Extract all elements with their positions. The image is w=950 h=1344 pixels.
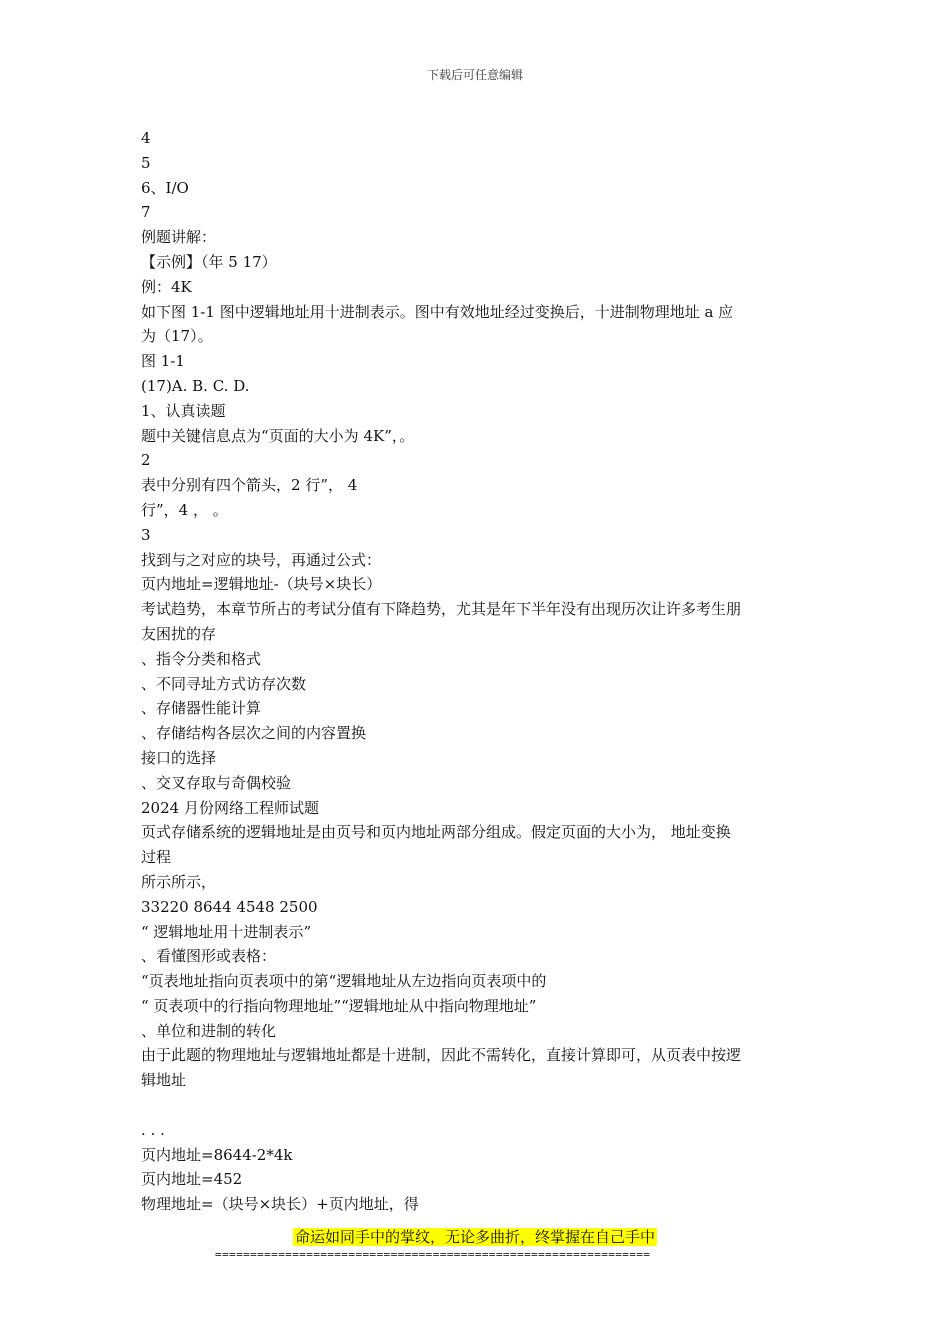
text-line: 2 (141, 451, 151, 470)
text-line: (17)A. B. C. D. (141, 376, 250, 395)
footer-motto: 命运如同手中的掌纹，无论多曲折，终掌握在自己手中 (294, 1228, 655, 1246)
text-line: 页内地址=8644-2*4k (141, 1145, 293, 1164)
text-line: 例：4K (141, 277, 192, 296)
text-line: 7 (141, 203, 151, 222)
text-line: 、指令分类和格式 (141, 649, 262, 668)
text-line: 由于此题的物理地址与逻辑地址都是十进制，因此不需转化，直接计算即可，从页表中按逻 (141, 1046, 742, 1065)
footer (0, 1226, 950, 1248)
page-header: 下载后可任意编辑 (426, 68, 523, 82)
text-line: 表中分别有四个箭头，2 行”， 4 (141, 476, 358, 495)
text-line: “页表地址指向页表项中的第“逻辑地址从左边指向页表项中的 (141, 972, 547, 991)
text-line: 、看懂图形或表格： (141, 947, 277, 966)
text-line: 为（17）。 (141, 327, 213, 346)
text-line: 页内地址=452 (141, 1170, 243, 1189)
text-line: 1、认真读题 (141, 401, 226, 420)
text-line: “ 页表项中的行指向物理地址”“逻辑地址从中指向物理地址” (141, 996, 537, 1015)
text-line: 考试趋势，本章节所占的考试分值有下降趋势，尤其是年下半年没有出现历次让许多考生朋 (141, 600, 742, 619)
text-line: 、不同寻址方式访存次数 (141, 674, 307, 693)
text-line: 33220 8644 4548 2500 (141, 897, 318, 916)
text-line: 2024 月份网络工程师试题 (141, 798, 319, 817)
text-line: 4 (141, 129, 151, 147)
text-line: 行”，4 ， 。 (141, 500, 228, 519)
text-line: 找到与之对应的块号，再通过公式： (141, 550, 382, 569)
text-line: 3 (141, 525, 151, 544)
text-line (141, 1093, 813, 1118)
text-line: 友困扰的存 (141, 624, 217, 643)
text-line: 例题讲解： (141, 228, 217, 247)
text-line: 页式存储系统的逻辑地址是由页号和页内地址两部分组成。假定页面的大小为， 地址变换 (141, 823, 731, 842)
text-line: 、单位和进制的转化 (141, 1021, 277, 1040)
text-line: 5 (141, 153, 151, 172)
text-line: 题中关键信息点为“页面的大小为 4K”，。 (141, 426, 415, 445)
document-body (141, 126, 813, 1217)
text-line: 6、I/O (141, 178, 189, 197)
text-line: 页内地址=逻辑地址-（块号×块长） (141, 575, 382, 594)
text-line: 所示所示， (141, 872, 217, 891)
text-line: 、存储结构各层次之间的内容置换 (141, 724, 367, 743)
text-line: 图 1-1 (141, 352, 185, 371)
text-line: 、交叉存取与奇偶校验 (141, 773, 292, 792)
text-line: 辑地址 (141, 1071, 187, 1090)
text-line: 、存储器性能计算 (141, 699, 262, 718)
footer-rule: ============================================================== (215, 1248, 651, 1261)
text-line: 过程 (141, 848, 172, 867)
text-line: 接口的选择 (141, 748, 217, 767)
text-line: . . . (141, 1120, 165, 1139)
text-line: “ 逻辑地址用十进制表示” (141, 922, 312, 941)
text-line: 如下图 1-1 图中逻辑地址用十进制表示。图中有效地址经过变换后，十进制物理地址 a 应 (141, 302, 734, 321)
text-line: 【示例】（年 5 17） (141, 252, 277, 271)
text-line: 物理地址=（块号×块长）+页内地址，得 (141, 1195, 419, 1214)
